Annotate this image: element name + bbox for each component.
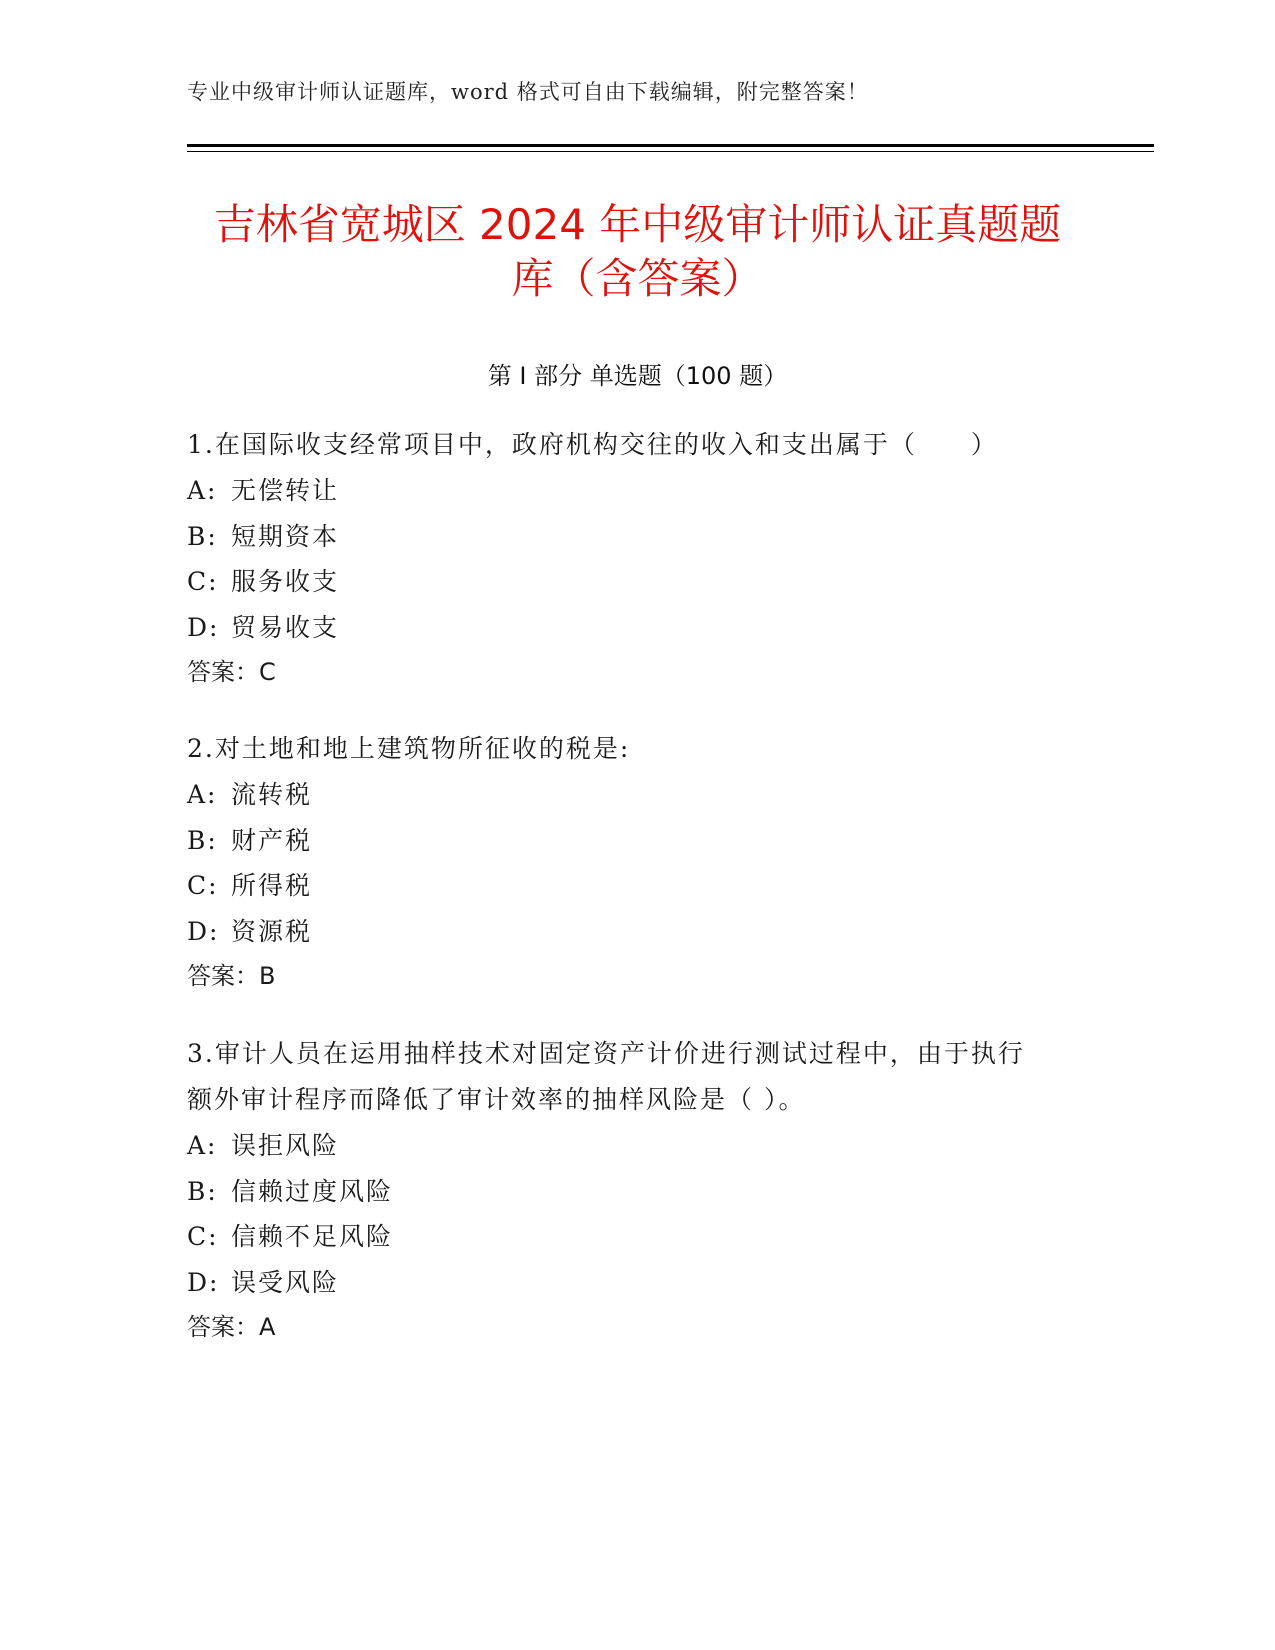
option-text: 误拒风险 [231,1131,340,1160]
option-text: 财产税 [231,825,313,855]
option-key: D: [187,1267,220,1297]
option-b [187,514,1087,560]
document-title-line2: 库（含答案） [511,254,764,303]
option-text: 资源税 [231,916,313,946]
option-key: B: [187,521,218,551]
option-b [187,818,1087,864]
answer: 答案：B [187,962,276,990]
option-key: C: [187,871,219,900]
question-2 [187,726,1087,999]
option-key: B: [187,825,218,855]
option-key: D: [187,612,220,642]
option-text: 所得税 [231,871,313,900]
question-stem: 3.审计人员在运用抽样技术对固定资产计价进行测试过程中，由于执行额外审计程序而降低了审计效率的抽样风险是（ ）。 [187,1039,1025,1114]
option-key: D: [187,916,220,946]
option-c [187,559,1087,605]
option-d [187,605,1087,651]
option-a [187,468,1087,514]
option-key: A: [187,476,218,505]
question-3 [187,1031,1047,1350]
option-key: A: [187,780,218,809]
option-text: 流转税 [231,780,313,809]
question-stem: 2.对土地和地上建筑物所征收的税是: [187,734,631,763]
answer: 答案：A [187,1313,276,1341]
document-header: 专业中级审计师认证题库，word 格式可自由下载编辑，附完整答案！ [187,80,869,104]
option-text: 短期资本 [231,521,340,551]
option-text: 服务收支 [231,567,340,596]
option-key: C: [187,567,219,596]
option-a [187,772,1087,818]
header-rule-thick [187,144,1154,147]
option-c [187,863,1087,909]
option-key: A: [187,1131,218,1160]
option-key: C: [187,1222,219,1251]
option-a [187,1123,1047,1169]
option-d [187,909,1087,955]
option-key: B: [187,1176,218,1206]
question-stem: 1.在国际收支经常项目中，政府机构交往的收入和支出属于（ ） [187,430,998,459]
option-text: 信赖过度风险 [231,1176,394,1206]
header-rule-thin [187,151,1154,152]
question-1 [187,422,1087,695]
option-text: 信赖不足风险 [231,1222,394,1251]
option-d [187,1260,1047,1306]
document-title [150,198,1125,306]
section-title: 第 I 部分 单选题（100 题） [487,362,788,390]
answer: 答案：C [187,658,276,686]
option-b [187,1169,1047,1215]
option-text: 贸易收支 [231,612,340,642]
document-title-line1: 吉林省宽城区 2024 年中级审计师认证真题题 [213,200,1062,249]
option-text: 无偿转让 [231,476,340,505]
option-text: 误受风险 [231,1267,340,1297]
option-c [187,1214,1047,1260]
